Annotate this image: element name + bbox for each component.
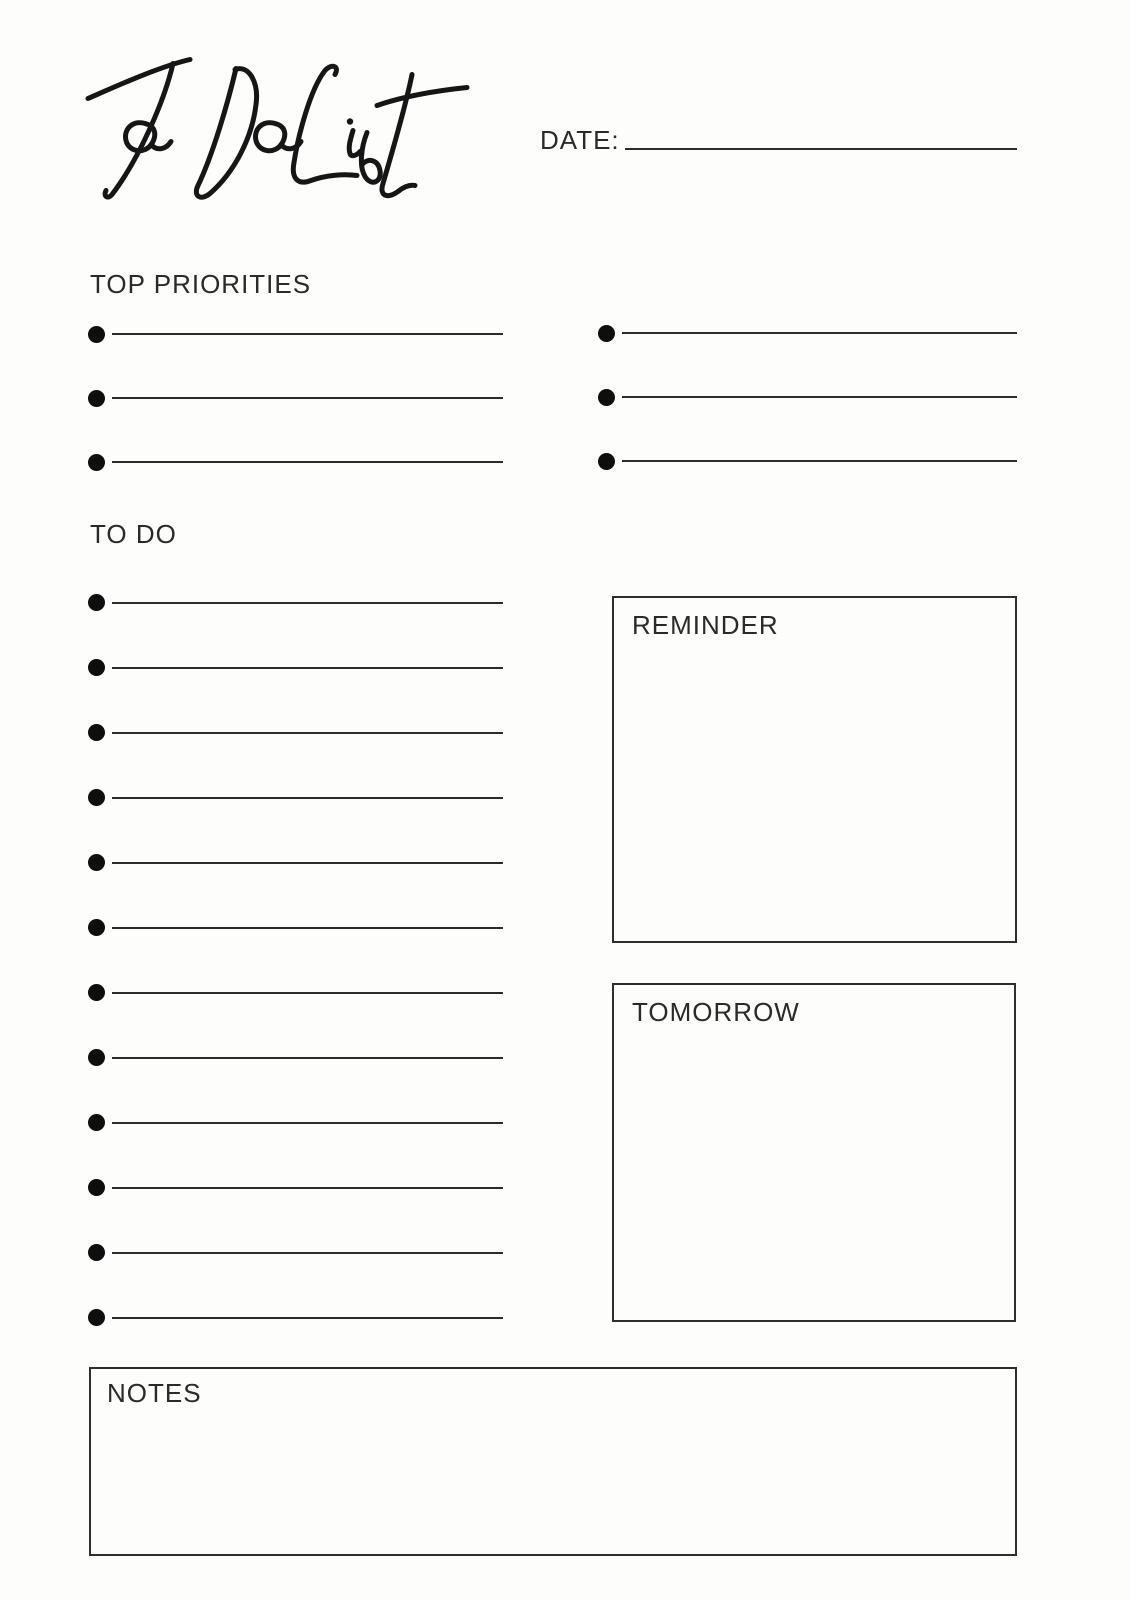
bullet-icon (88, 854, 105, 871)
tomorrow-writing-area[interactable] (614, 1029, 1014, 1320)
todo-input-line[interactable] (112, 1057, 503, 1059)
title-stroke (377, 88, 467, 106)
todo-input-line[interactable] (112, 1122, 503, 1124)
bullet-icon (88, 1309, 105, 1326)
page-title-script (82, 42, 477, 212)
tomorrow-box (612, 983, 1016, 1322)
bullet-icon (88, 724, 105, 741)
notes-writing-area[interactable] (91, 1413, 1015, 1554)
todo-row (88, 700, 503, 765)
priority-row (598, 429, 1017, 493)
bullet-icon (88, 659, 105, 676)
priority-row (88, 302, 503, 366)
todo-row (88, 570, 503, 635)
todo-input-line[interactable] (112, 927, 503, 929)
todo-row (88, 1285, 503, 1350)
to-do-list (88, 570, 503, 1350)
todo-row (88, 830, 503, 895)
date-row (540, 127, 1017, 157)
title-stroke (196, 69, 256, 198)
to-do-heading: TO DO (90, 519, 177, 549)
priority-row (88, 366, 503, 430)
top-priorities-left-column (88, 302, 503, 494)
todo-input-line[interactable] (112, 797, 503, 799)
priority-input-line[interactable] (112, 333, 503, 335)
bullet-icon (598, 325, 615, 342)
todo-row (88, 1090, 503, 1155)
todo-input-line[interactable] (112, 862, 503, 864)
bullet-icon (88, 594, 105, 611)
todo-row (88, 960, 503, 1025)
reminder-heading: REMINDER (632, 610, 779, 640)
top-priorities-heading: TOP PRIORITIES (90, 269, 312, 299)
priority-input-line[interactable] (112, 397, 503, 399)
bullet-icon (88, 984, 105, 1001)
todo-row (88, 1220, 503, 1285)
priority-row (598, 365, 1017, 429)
bullet-icon (598, 389, 615, 406)
bullet-icon (88, 1244, 105, 1261)
priority-input-line[interactable] (622, 396, 1017, 398)
priority-row (598, 301, 1017, 365)
tomorrow-heading: TOMORROW (632, 997, 800, 1027)
notes-heading: NOTES (107, 1378, 202, 1408)
title-stroke (382, 75, 415, 196)
todo-row (88, 765, 503, 830)
bullet-icon (88, 390, 105, 407)
todo-row (88, 1155, 503, 1220)
date-input-line[interactable] (625, 148, 1017, 150)
title-stroke (105, 64, 173, 198)
bullet-icon (88, 1179, 105, 1196)
notes-box (89, 1367, 1017, 1556)
todo-row (88, 635, 503, 700)
title-stroke (349, 131, 360, 156)
title-stroke (293, 66, 357, 182)
todo-input-line[interactable] (112, 667, 503, 669)
bullet-icon (88, 326, 105, 343)
todo-input-line[interactable] (112, 1187, 503, 1189)
reminder-writing-area[interactable] (614, 642, 1015, 941)
priority-input-line[interactable] (112, 461, 503, 463)
title-stroke (361, 133, 380, 183)
todo-input-line[interactable] (112, 992, 503, 994)
bullet-icon (88, 789, 105, 806)
date-label: DATE: (540, 125, 620, 155)
priority-row (88, 430, 503, 494)
todo-input-line[interactable] (112, 1317, 503, 1319)
bullet-icon (88, 1114, 105, 1131)
bullet-icon (598, 453, 615, 470)
bullet-icon (88, 454, 105, 471)
todo-input-line[interactable] (112, 732, 503, 734)
todo-row (88, 1025, 503, 1090)
reminder-box (612, 596, 1017, 943)
todo-row (88, 895, 503, 960)
todo-input-line[interactable] (112, 1252, 503, 1254)
bullet-icon (88, 919, 105, 936)
todo-input-line[interactable] (112, 602, 503, 604)
priority-input-line[interactable] (622, 332, 1017, 334)
top-priorities-right-column (598, 301, 1017, 493)
bullet-icon (88, 1049, 105, 1066)
priority-input-line[interactable] (622, 460, 1017, 462)
title-i-dot (347, 118, 353, 124)
